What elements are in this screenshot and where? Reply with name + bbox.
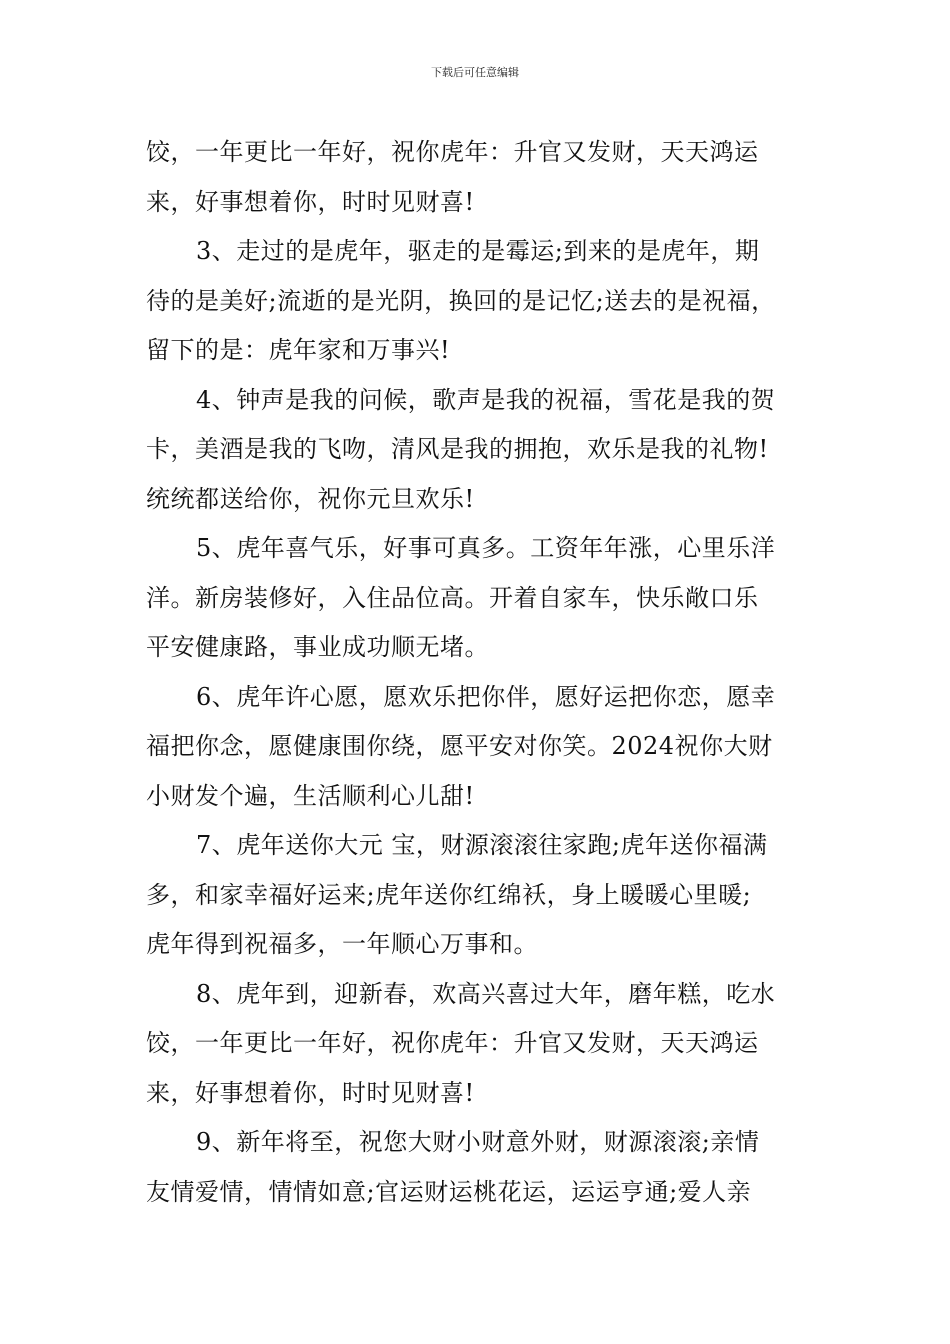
paragraph-first-line: 3、走过的是虎年，驱走的是霉运;到来的是虎年，期: [196, 237, 760, 265]
text-line: 饺，一年更比一年好，祝你虎年：升官又发财，天天鸿运: [146, 138, 759, 166]
text-line: 平安健康路，事业成功顺无堵。: [146, 633, 489, 661]
paragraph-first-line: 4、钟声是我的问候，歌声是我的祝福，雪花是我的贺: [196, 385, 776, 414]
paragraph-first-line: 5、虎年喜气乐，好事可真多。工资年年涨，心里乐洋: [196, 534, 776, 562]
paragraph-first-line: 7、虎年送你大元 宝，财源滚滚往家跑;虎年送你福满: [196, 831, 768, 859]
text-line: 来，好事想着你，时时见财喜!: [146, 1078, 475, 1107]
paragraph-first-line: 9、新年将至，祝您大财小财意外财，财源滚滚;亲情: [196, 1128, 760, 1156]
text-line: 卡，美酒是我的飞吻，清风是我的拥抱，欢乐是我的礼物!: [146, 435, 769, 463]
text-line: 虎年得到祝福多，一年顺心万事和。: [146, 930, 538, 958]
paragraph-first-line: 8、虎年到，迎新春，欢高兴喜过大年，磨年糕，吃水: [196, 979, 776, 1008]
text-line: 待的是美好;流逝的是光阴，换回的是记忆;送去的是祝福，: [146, 286, 776, 315]
text-line: 洋。新房装修好，入住品位高。开着自家车，快乐敞口乐: [146, 583, 759, 612]
paragraph-first-line: 6、虎年许心愿，愿欢乐把你伴，愿好运把你恋，愿幸: [196, 682, 776, 711]
text-line: 友情爱情，情情如意;官运财运桃花运，运运亨通;爱人亲: [146, 1177, 752, 1206]
text-line: 饺，一年更比一年好，祝你虎年：升官又发财，天天鸿运: [146, 1029, 759, 1057]
text-line: 留下的是：虎年家和万事兴!: [146, 336, 451, 364]
text-line: 小财发个遍，生活顺利心儿甜!: [146, 781, 475, 810]
page-header: 下载后可任意编辑: [431, 66, 519, 79]
document-body: [146, 128, 826, 1217]
text-line: 统统都送给你，祝你元旦欢乐!: [146, 484, 475, 513]
text-line: 多，和家幸福好运来;虎年送你红绵袄，身上暖暖心里暖;: [146, 880, 752, 909]
text-line: 来，好事想着你，时时见财喜!: [146, 187, 475, 216]
text-line: 福把你念，愿健康围你绕，愿平安对你笑。2024祝你大财: [146, 732, 773, 760]
